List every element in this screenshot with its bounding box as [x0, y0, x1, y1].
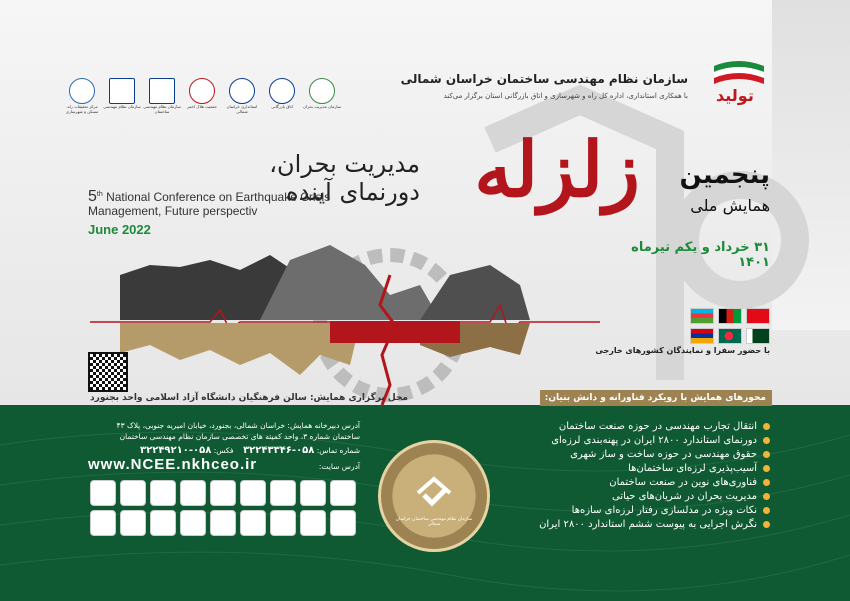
sponsor-logo-icon [120, 480, 146, 506]
badge-text: سازمان نظام مهندسی ساختمان خراسان شمالی [395, 517, 473, 527]
partner-emblem-icon [309, 78, 335, 104]
sponsor-logo-icon [300, 480, 326, 506]
sponsor-logo-icon [270, 480, 296, 506]
sponsor-logo-icon [90, 510, 116, 536]
topic-item: مدیریت بحران در شریان‌های حیاتی [520, 490, 770, 504]
website-link[interactable]: www.NCEE.nkhceo.ir [88, 456, 258, 473]
partner-emblem-icon [149, 78, 175, 104]
partner-logos-top [65, 78, 342, 128]
title-en-line1: National Conference on Earthquake Crisis [106, 190, 331, 204]
fax-value: ۰۵۸-۳۲۲۴۹۲۱۰ [140, 445, 212, 456]
partner-logo: سازمان نظام مهندسی ساختمان [142, 78, 182, 128]
partner-emblem-icon [269, 78, 295, 104]
title-ordinal: پنجمین [679, 160, 770, 190]
title-subtitle: مدیریت بحران، دورنمای آینده [269, 150, 420, 206]
title-en-line2: Management, Future perspectiv [88, 204, 258, 218]
date-persian: ۳۱ خرداد و یکم تیرماه ۱۴۰۱ [631, 240, 770, 270]
building-shape [260, 245, 440, 320]
bullet-icon [763, 493, 770, 500]
bullet-icon [763, 521, 770, 528]
bullet-icon [763, 465, 770, 472]
flags-group [680, 308, 770, 344]
qr-code[interactable] [88, 352, 128, 392]
sponsor-logo-icon [120, 510, 146, 536]
pakistan-flag-icon [746, 328, 770, 344]
ground-reflection [120, 323, 360, 375]
bullet-icon [763, 451, 770, 458]
partner-logo: استانداری خراسان شمالی [222, 78, 262, 128]
sponsor-logo-icon [180, 480, 206, 506]
tolid-logo [708, 52, 768, 112]
sponsor-logo-icon [150, 510, 176, 536]
azerbaijan-flag-icon [690, 308, 714, 324]
partner-logo: مرکز تحقیقات راه، مسکن و شهرسازی [62, 78, 102, 128]
topics-list [520, 420, 770, 532]
partner-emblem-icon [189, 78, 215, 104]
site-label: آدرس سایت: [318, 462, 360, 471]
contact-address-line2: ساختمان شماره ۳، واحد کمیته های تخصصی سازمان نظام مهندسی ساختمان [119, 432, 360, 441]
sponsor-logo-icon [150, 480, 176, 506]
sponsor-logo-icon [240, 510, 266, 536]
sponsor-logo-icon [240, 480, 266, 506]
fax-label: فکس: [213, 446, 234, 455]
partner-logo: جمعیت هلال احمر [182, 78, 222, 128]
armenia-flag-icon [690, 328, 714, 344]
partner-emblem-icon [69, 78, 95, 104]
bangladesh-flag-icon [718, 328, 742, 344]
partner-emblem-icon [229, 78, 255, 104]
topic-item: دورنمای استاندارد ۲۸۰۰ ایران در پهنه‌بندی لرزه‌ای [520, 434, 770, 448]
sponsor-logo-icon [270, 510, 296, 536]
topics-heading: محورهای همایش با رویکرد فناورانه و دانش بنیان: [540, 390, 772, 406]
topic-item: نکات ویژه در مدلسازی رفتار لرزه‌ای سازه‌ها [520, 504, 770, 518]
house-check-icon [414, 473, 454, 513]
bullet-icon [763, 423, 770, 430]
topic-item: حقوق مهندسی در حوزه ساخت و ساز شهری [520, 448, 770, 462]
bullet-icon [763, 437, 770, 444]
tolid-logo-text: تولید [716, 86, 754, 105]
date-english: June 2022 [88, 222, 151, 237]
org-name: سازمان نظام مهندسی ساختمان خراسان شمالی [400, 72, 688, 86]
phone-label: شماره تماس: [316, 446, 360, 455]
sponsor-logo-icon [300, 510, 326, 536]
title-english [88, 188, 388, 218]
sponsor-logos-grid [90, 480, 356, 536]
partner-logo: اتاق بازرگانی [262, 78, 302, 128]
bullet-icon [763, 479, 770, 486]
org-collab: با همکاری استانداری، اداره کل راه و شهرسازی و اتاق بازرگانی استان برگزار می‌کند [443, 92, 688, 100]
sponsor-logo-icon [90, 480, 116, 506]
conference-badge [378, 440, 490, 552]
contact-address-line1: آدرس دبیرخانه همایش: خراسان شمالی، بجنورد، خیابان امیریه جنوبی، پلاک ۴۳ [116, 421, 360, 430]
sponsor-logo-icon [210, 510, 236, 536]
afghanistan-flag-icon [718, 308, 742, 324]
sponsor-logo-icon [330, 480, 356, 506]
contact-phone-row [90, 445, 360, 456]
title-en-ordinal: 5 [88, 188, 97, 205]
title-main: زلزله [474, 125, 640, 214]
topic-item: فناوری‌های نوین در صنعت ساختمان [520, 476, 770, 490]
title-en-sup: th [96, 191, 103, 198]
venue-label: محل برگزاری همایش: سالن فرهنگیان دانشگاه آزاد اسلامی واحد بجنورد [90, 393, 408, 403]
topic-item: آسیب‌پذیری لرزه‌ای ساختمان‌ها [520, 462, 770, 476]
partner-logo: سازمان مدیریت بحران [302, 78, 342, 128]
sponsor-logo-icon [180, 510, 206, 536]
turkey-flag-icon [746, 308, 770, 324]
topic-item: نگرش اجرایی به پیوست ششم استاندارد ۲۸۰۰ ایران [520, 518, 770, 532]
topic-item: انتقال تجارب مهندسی در حوزه صنعت ساختمان [520, 420, 770, 434]
flags-caption: با حضور سفرا و نمایندگان کشورهای خارجی [595, 346, 770, 355]
phone-value[interactable]: ۰۵۸-۳۲۲۴۳۳۴۶ [243, 445, 315, 456]
sponsor-logo-icon [210, 480, 236, 506]
contact-block [90, 420, 360, 456]
bullet-icon [763, 507, 770, 514]
partner-emblem-icon [109, 78, 135, 104]
sponsor-logo-icon [330, 510, 356, 536]
title-conference: همایش ملی [690, 196, 770, 215]
partner-logo: سازمان نظام مهندسی [102, 78, 142, 128]
earthquake-illustration [90, 235, 600, 410]
